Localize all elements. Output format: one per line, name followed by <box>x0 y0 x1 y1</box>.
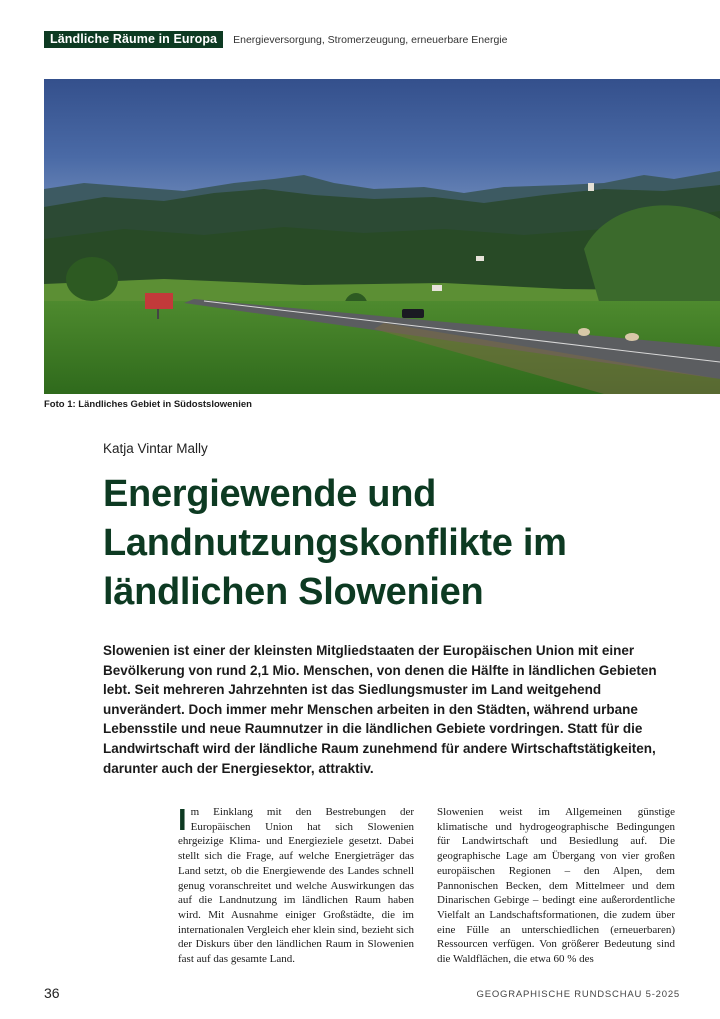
church <box>588 183 594 191</box>
horse-1 <box>578 328 590 336</box>
billboard-post <box>157 309 159 319</box>
article-abstract: Slowenien ist einer der kleinsten Mitgliedstaaten der Europäischen Union mit einer Bevölkerung von rund 2,1 Mio. Menschen, von denen die Hälfte in ländlichen Gebieten lebt. Seit mehreren Jahrzehnten ist das Siedlungsmuster im Land weitgehend unverändert. Doch immer mehr Menschen arbeiten in den Städten, während urbane Lebensstile und neue Raumnutzer in die ländlichen Gebiete vordringen. Statt für die Landwirtschaft wird der ländliche Raum zunehmend für andere Wirtschaftstätigkeiten, darunter auch der Energiesektor, attraktiv. <box>103 643 657 776</box>
billboard <box>145 293 173 309</box>
photo-caption: Foto 1: Ländliches Gebiet in Südostslowenien <box>44 399 252 410</box>
body-column-left <box>178 802 414 967</box>
journal-name: GEOGRAPHISCHE RUNDSCHAU 5-2025 <box>476 989 680 1000</box>
drop-cap: I <box>178 802 187 837</box>
page-number: 36 <box>44 985 60 1001</box>
topic-keywords: Energieversorgung, Stromerzeugung, erneuerbare Energie <box>233 33 508 46</box>
running-header <box>44 31 507 48</box>
body-column-right <box>437 805 675 967</box>
author-name: Katja Vintar Mally <box>103 441 208 456</box>
article-title: Energiewende und Landnutzungskonflikte im ländlichen Slowenien <box>103 473 567 613</box>
landscape-photo <box>44 79 720 394</box>
car <box>402 309 424 318</box>
horse-2 <box>625 333 639 341</box>
body-text-left: m Einklang mit den Bestrebungen der Europäischen Union hat sich Slowenien ehrgeizige Klima- und Energieziele gesetzt. Dabei stellt sich die Frage, auf welche Energieträger das Land setzt, ob die Energiewende des Landes schnell genug voranschreitet und welche Auswirkungen das auf die Landnutzung im ländlichen Raum haben wird. Mit Ausnahme einiger Großstädte, die im internationalen Vergleich eher klein sind, bezieht sich der Diskurs über den ländlichen Raum in Slowenien fast auf das gesamte Land. <box>178 806 414 966</box>
body-text-right: Slowenien weist im Allgemeinen günstige klimatische und hydrogeographische Bedingungen für Landwirtschaft und Besiedlung auf. Die geographische Lage am Übergang von vier großen europäischen Regionen – den Alpen, dem Pannonischen Becken, dem Mittelmeer und dem Dinarischen Gebirge – bedingt eine außerordentliche Vielfalt an Landschaftsformationen, die zudem über eine Fülle an unterschiedlichen (erneuerbaren) Ressourcen verfügen. Von größerer Bedeutung sind die Waldflächen, die etwa 60 % des <box>437 806 675 966</box>
tree-left <box>66 257 118 301</box>
house-1 <box>432 285 442 291</box>
house-2 <box>476 256 484 261</box>
section-badge: Ländliche Räume in Europa <box>44 31 223 48</box>
